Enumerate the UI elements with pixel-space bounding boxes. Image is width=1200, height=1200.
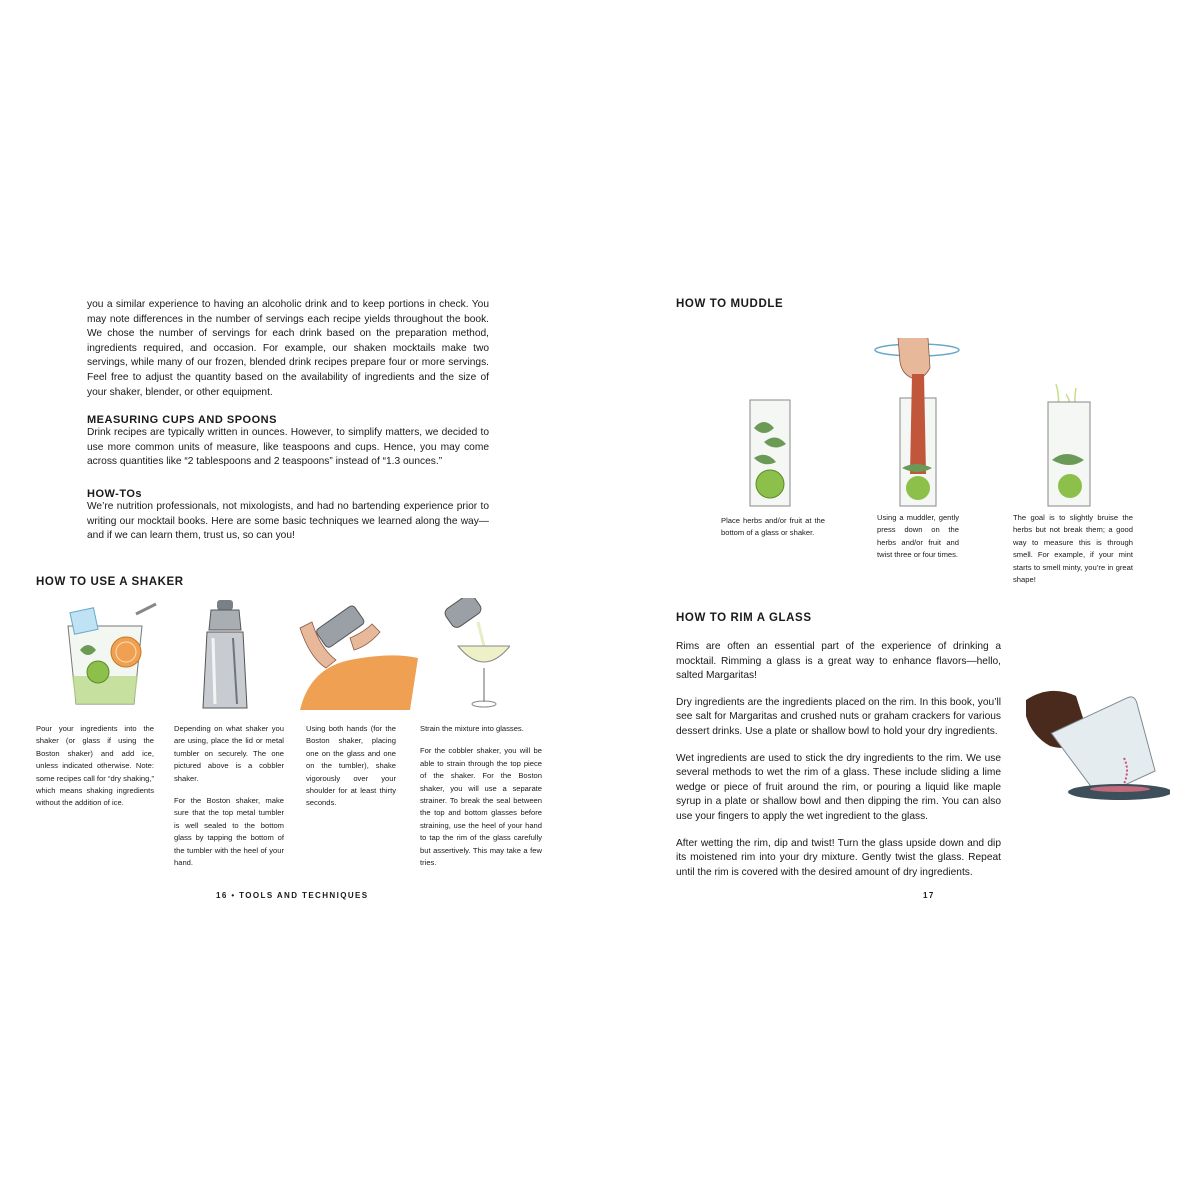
muddle-heading: HOW TO MUDDLE: [676, 298, 784, 310]
muddle-caption-2-text: Using a muddler, gently press down on the herbs and/or fruit and twist three or four times.: [877, 513, 959, 560]
measuring-section: [87, 414, 489, 470]
rim-paragraph-1: Rims are often an essential part of the experience of drinking a mocktail. Rimming a glass is a great way to enhance flavors—hello, salted Margaritas!: [676, 641, 1001, 682]
shaker-step-4-text-a: Strain the mixture into glasses.: [420, 724, 524, 733]
measuring-heading: MEASURING CUPS AND SPOONS: [87, 414, 277, 426]
bruised-herbs-glass-illustration: [1046, 384, 1092, 508]
measuring-text: Drink recipes are typically written in ounces. However, to simplify matters, we decided to use more common units of measure, like teaspoons and cups. Hence, you may come across quantities like “2 tablespoons and 2 teaspoons” instead of “1.3 ounces.”: [87, 427, 489, 468]
rim-heading: HOW TO RIM A GLASS: [676, 612, 812, 624]
howtos-section: [87, 488, 489, 544]
muddle-caption-3-text: The goal is to slightly bruise the herbs but not break them; a good way to measure this is through smell. For example, if your mint starts to smell minty, you’re in great shape!: [1013, 513, 1133, 585]
muddler-pressing-illustration: [872, 338, 962, 508]
glass-with-ice-lime-orange-illustration: [50, 600, 160, 710]
shaker-step-2-text-b: For the Boston shaker, make sure that the top metal tumbler is well sealed to the bottom glass by tapping the bottom of the tumbler with the heel of your hand.: [174, 796, 284, 868]
hands-shaking-illustration: [290, 598, 420, 710]
rim-paragraph-4: After wetting the rim, dip and twist! Turn the glass upside down and dip its moistened rim into your dry mixture. Gently twist the glass. Repeat until the rim is covered with the desired amount of dry ingredients.: [676, 837, 1001, 878]
shaker-step-4: [420, 723, 542, 879]
shaker-step-2-text-a: Depending on what shaker you are using, place the lid or metal tumbler on securely. The one pictured above is a cobbler shaker.: [174, 724, 284, 783]
right-folio: 17: [923, 891, 935, 900]
rim-text: [676, 640, 1001, 880]
glass-with-herbs-illustration: [748, 398, 792, 508]
shaker-heading: HOW TO USE A SHAKER: [36, 576, 184, 588]
shaker-step-1-text: Pour your ingredients into the shaker (or glass if using the Boston shaker) and add ice, unless indicated otherwise. Note: some recipes call for “dry shaking,” which means shaking ingredients without the addition of ice.: [36, 724, 154, 808]
muddle-caption-1-text: Place herbs and/or fruit at the bottom of a glass or shaker.: [721, 516, 825, 538]
muddle-caption-1: [721, 515, 825, 550]
shaker-step-3: [306, 723, 396, 820]
intro-paragraph: [87, 298, 489, 400]
shaker-step-1: [36, 723, 154, 820]
straining-into-coupe-illustration: [440, 598, 510, 710]
intro-text: you a similar experience to having an alcoholic drink and to keep portions in check. You may note differences in the number of servings each recipe yields throughout the book. We chose the number of servings for each drink based on the preparation method, ingredients required, and occasion. For example, our shaken mocktails make two servings, while many of our frozen, blended drink recipes prepare four or more servings. Feel free to adjust the quantity based on the availability of ingredients and the size of your shaker, blender, or other equipment.: [87, 299, 489, 398]
shaker-step-2: [174, 723, 284, 879]
muddle-caption-3: [1013, 512, 1133, 596]
howtos-text: We’re nutrition professionals, not mixologists, and had no bartending experience prior to writing our mocktail books. Here are some basic techniques we learned along the way—and if we can learn them, trust us, so can you!: [87, 501, 489, 542]
shaker-step-4-text-b: For the cobbler shaker, you will be able to strain through the top piece of the shaker. For the Boston shaker, you will use a separate strainer. To break the seal between the top and bottom glasses before straining, use the heel of your hand to tap the rim of the glass carefully but assertively. This may take a few tries.: [420, 746, 542, 868]
rim-paragraph-2: Dry ingredients are the ingredients placed on the rim. In this book, you’ll see salt for Margaritas and crushed nuts or graham crackers for various dessert drinks. Use a plate or shallow bowl to hold your dry ingredients.: [676, 696, 1001, 737]
howtos-heading: HOW-TOs: [87, 488, 143, 500]
left-folio: 16 • TOOLS AND TECHNIQUES: [216, 891, 369, 900]
rimming-glass-illustration: [1020, 680, 1170, 804]
rim-paragraph-3: Wet ingredients are used to stick the dry ingredients to the rim. We use several methods to wet the rim of a glass. These include sliding a lime wedge or piece of fruit around the rim, or pouring a liquid like maple syrup in a plate or shallow bowl and then dipping the rim. You can also use your fingers to apply the wet ingredient to the glass.: [676, 752, 1001, 822]
shaker-step-3-text: Using both hands (for the Boston shaker, placing one on the glass and one on the tumbler), shake vigorously over your shoulder for at least thirty seconds.: [306, 724, 396, 808]
muddle-caption-2: [877, 512, 959, 572]
cobbler-shaker-illustration: [195, 598, 255, 710]
